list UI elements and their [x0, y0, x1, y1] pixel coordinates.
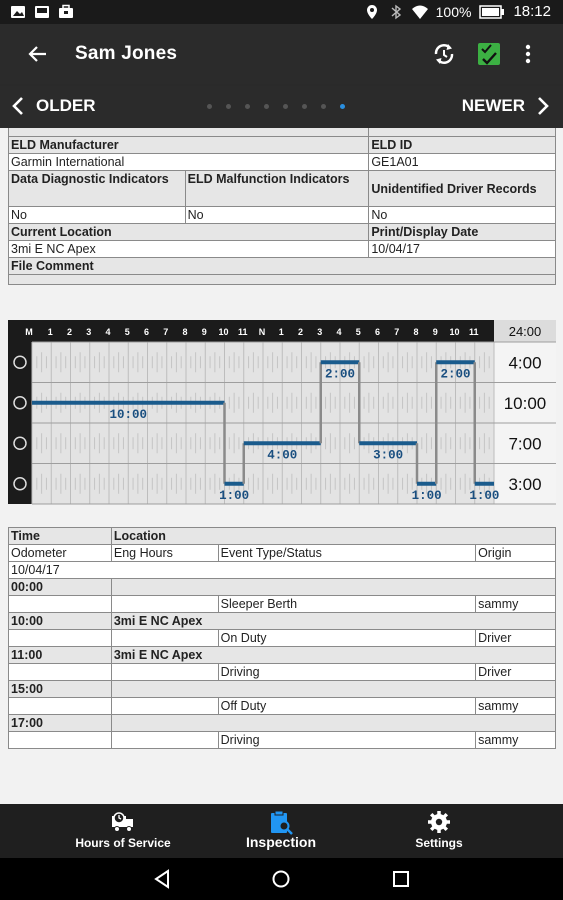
- page-dot: [226, 104, 231, 109]
- event-eng-hours: [111, 664, 218, 681]
- manufacturer-label: ELD Manufacturer: [9, 137, 369, 154]
- location-icon: [364, 4, 380, 20]
- event-time: 15:00: [9, 681, 112, 698]
- hour-label: 9: [432, 327, 438, 337]
- hour-label: 11: [468, 327, 479, 337]
- wifi-icon: [412, 4, 428, 20]
- event-odometer: [9, 698, 112, 715]
- hour-label: 10: [449, 327, 460, 337]
- hour-label: 11: [237, 327, 248, 337]
- row-total: 7:00: [508, 434, 542, 454]
- origin-header: Origin: [476, 545, 556, 562]
- app-bar: [0, 24, 563, 84]
- diag-value: No: [9, 207, 186, 224]
- older-button[interactable]: [12, 96, 96, 116]
- events-date: 10/04/17: [9, 562, 556, 579]
- hour-label: N: [258, 327, 266, 337]
- event-time: 10:00: [9, 613, 112, 630]
- duty-status-chart: [8, 320, 556, 510]
- page-dot: [264, 104, 269, 109]
- more-vert-icon[interactable]: [514, 40, 542, 68]
- event-odometer: [9, 630, 112, 647]
- image-icon: [10, 4, 26, 20]
- event-origin: sammy: [476, 596, 556, 613]
- page-dot: [302, 104, 307, 109]
- hour-label: M: [25, 327, 33, 337]
- clock: 18:12: [513, 3, 551, 20]
- hour-label: 9: [201, 327, 207, 337]
- print-date-label: Print/Display Date: [369, 224, 556, 241]
- event-location: [111, 715, 555, 732]
- row-total: 3:00: [508, 474, 542, 494]
- event-header: Event Type/Status: [218, 545, 475, 562]
- total-hours-label: 24:00: [508, 324, 542, 339]
- event-status: Sleeper Berth: [218, 596, 475, 613]
- chevron-left-icon: [12, 96, 24, 116]
- nav-home-icon[interactable]: [271, 869, 291, 889]
- odometer-header: Odometer: [9, 545, 112, 562]
- hour-label: 4: [105, 327, 111, 337]
- event-origin: Driver: [476, 664, 556, 681]
- unidentified-value: No: [369, 207, 556, 224]
- hour-label: 8: [182, 327, 188, 337]
- tab-settings[interactable]: [396, 804, 482, 858]
- row-total: 4:00: [508, 353, 542, 373]
- hour-label: 6: [374, 327, 381, 337]
- page-dot: [321, 104, 326, 109]
- hour-label: 5: [355, 327, 361, 337]
- gear-icon: [427, 810, 451, 834]
- event-detail-row: [9, 698, 556, 715]
- event-origin: sammy: [476, 698, 556, 715]
- location-value: 3mi E NC Apex: [9, 241, 369, 258]
- tab-hours-of-service-label: Hours of Service: [75, 836, 171, 850]
- bottom-tab-bar: [0, 804, 563, 858]
- nav-recents-icon[interactable]: [392, 870, 410, 888]
- event-row: [9, 715, 556, 732]
- event-status: On Duty: [218, 630, 475, 647]
- newer-label: NEWER: [461, 96, 525, 115]
- eng-hours-header: Eng Hours: [111, 545, 218, 562]
- chart-icon-column: [8, 342, 32, 504]
- page-dot: [245, 104, 250, 109]
- events-table: [8, 527, 556, 749]
- hour-label: 6: [143, 327, 150, 337]
- event-time: 17:00: [9, 715, 112, 732]
- tab-inspection[interactable]: [230, 804, 332, 858]
- hour-label: 1: [47, 327, 53, 337]
- segment-duration-label: 2:00: [440, 367, 471, 382]
- segment-duration-label: 1:00: [469, 488, 500, 503]
- event-time: 00:00: [9, 579, 112, 596]
- event-location: 3mi E NC Apex: [111, 647, 555, 664]
- back-arrow-icon[interactable]: [26, 42, 50, 66]
- event-row: [9, 681, 556, 698]
- newer-button[interactable]: [462, 96, 549, 116]
- event-row: [9, 613, 556, 630]
- segment-duration-label: 1:00: [411, 488, 442, 503]
- certified-check-icon[interactable]: [475, 40, 503, 68]
- hour-label: 3: [317, 327, 323, 337]
- event-origin: Driver: [476, 630, 556, 647]
- hour-label: 2: [66, 327, 73, 337]
- eld-id-value: GE1A01: [369, 154, 556, 171]
- event-odometer: [9, 664, 112, 681]
- older-label: OLDER: [36, 96, 96, 115]
- event-eng-hours: [111, 596, 218, 613]
- event-row: [9, 579, 556, 596]
- event-odometer: [9, 732, 112, 749]
- event-origin: sammy: [476, 732, 556, 749]
- hour-label: 1: [278, 327, 284, 337]
- tab-settings-label: Settings: [415, 836, 463, 850]
- event-detail-row: [9, 664, 556, 681]
- segment-duration-label: 3:00: [373, 448, 404, 463]
- nav-back-icon[interactable]: [152, 869, 172, 889]
- event-location: [111, 579, 555, 596]
- clipboard-search-icon: [268, 809, 294, 835]
- inbox-icon: [34, 4, 50, 20]
- manufacturer-value: Garmin International: [9, 154, 369, 171]
- battery-percent: 100%: [435, 3, 472, 20]
- print-date-value: 10/04/17: [369, 241, 556, 258]
- segment-duration-label: 2:00: [324, 367, 356, 382]
- event-status: Driving: [218, 732, 475, 749]
- eld-id-label: ELD ID: [369, 137, 556, 154]
- status-bar: [0, 0, 563, 24]
- location-header: Location: [111, 528, 555, 545]
- event-status: Driving: [218, 664, 475, 681]
- segment-duration-label: 1:00: [219, 488, 250, 503]
- segment-duration-label: 4:00: [267, 448, 298, 463]
- page-dot: [340, 104, 345, 109]
- segment-duration-label: 10:00: [109, 407, 148, 422]
- page-dot: [283, 104, 288, 109]
- sync-icon[interactable]: [430, 40, 458, 68]
- time-header: Time: [9, 528, 112, 545]
- event-detail-row: [9, 596, 556, 613]
- event-location: [111, 681, 555, 698]
- chart-header-bar: [8, 320, 494, 342]
- log-content[interactable]: [0, 128, 563, 804]
- event-location: 3mi E NC Apex: [111, 613, 555, 630]
- location-label: Current Location: [9, 224, 369, 241]
- chevron-right-icon: [537, 96, 549, 116]
- event-eng-hours: [111, 732, 218, 749]
- event-detail-row: [9, 630, 556, 647]
- page-dot: [207, 104, 212, 109]
- comment-label: File Comment: [9, 258, 556, 275]
- row-total: 10:00: [503, 393, 547, 413]
- hour-label: 3: [86, 327, 92, 337]
- tab-inspection-label: Inspection: [245, 834, 316, 850]
- malfunction-label: ELD Malfunction Indicators: [185, 171, 369, 207]
- truck-clock-icon: [110, 810, 136, 834]
- event-status: Off Duty: [218, 698, 475, 715]
- diag-label: Data Diagnostic Indicators: [9, 171, 186, 207]
- battery-icon: [479, 5, 505, 19]
- hour-label: 5: [124, 327, 130, 337]
- unidentified-label: Unidentified Driver Records: [369, 171, 556, 207]
- page-indicator: [207, 104, 345, 109]
- log-header-table: [8, 128, 556, 285]
- hour-label: 7: [163, 327, 169, 337]
- briefcase-icon: [58, 4, 74, 20]
- hour-label: 2: [297, 327, 304, 337]
- hour-label: 10: [218, 327, 229, 337]
- event-row: [9, 647, 556, 664]
- log-navigator: [0, 86, 563, 128]
- page-title: Sam Jones: [75, 43, 178, 64]
- event-detail-row: [9, 732, 556, 749]
- system-nav-bar: [0, 858, 563, 900]
- event-eng-hours: [111, 630, 218, 647]
- tab-hours-of-service[interactable]: [60, 804, 186, 858]
- event-eng-hours: [111, 698, 218, 715]
- hour-label: 8: [413, 327, 419, 337]
- bluetooth-icon: [388, 4, 404, 20]
- malfunction-value: No: [185, 207, 369, 224]
- event-time: 11:00: [9, 647, 112, 664]
- hour-label: 4: [336, 327, 342, 337]
- event-odometer: [9, 596, 112, 613]
- hour-label: 7: [394, 327, 400, 337]
